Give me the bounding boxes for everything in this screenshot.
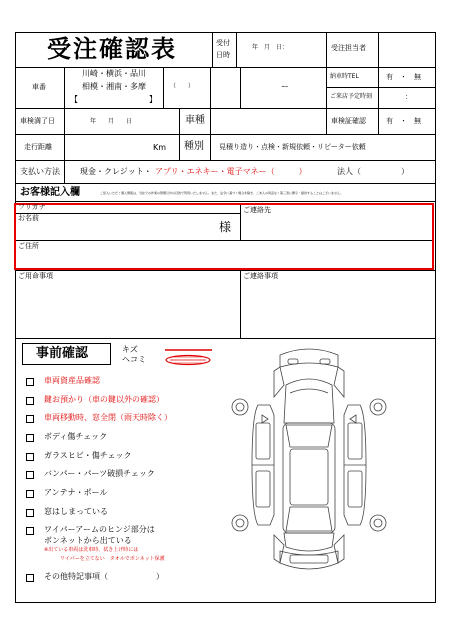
name-field[interactable] [60,214,215,239]
check-item-body: ボディ傷チェック [44,432,108,441]
inspection-label: 車検満了日 [20,117,55,125]
precheck-title-box [22,343,111,365]
customer-section-title: お客様記入欄 [20,187,80,198]
address-field[interactable] [50,243,428,267]
inspection-date-field[interactable]: 年 月 日 [90,118,133,125]
plate-class-field[interactable]: （ ） [170,83,195,90]
cert-yes-no[interactable]: 有 ・ 無 [386,117,421,125]
check-item-keys: 鍵お預かり（車の鍵以外の確認） [44,395,164,404]
notices-field[interactable] [243,283,431,335]
payment-corporate[interactable]: 法人（ ） [337,167,409,176]
checkbox-other[interactable] [26,574,34,582]
payment-options-epay[interactable]: アプリ・エネキー・電子マネー（ ） [155,167,307,176]
model-label: 車種 [185,115,205,126]
plate-number-dash: ー [281,82,289,91]
checkbox-antenna[interactable] [26,490,34,498]
checkbox-assets[interactable] [26,378,34,386]
check-item-assets: 車両資産品確認 [44,376,100,385]
legend-kizu: キズ [122,345,138,354]
payment-label: 支払い方法 [20,167,60,176]
check-item-bumper: バンパー・パーツ破損チェック [44,469,155,478]
check-item-windows: 車両移動時、窓全閉（雨天時除く） [44,413,172,422]
precheck-title: 事前確認 [36,346,89,361]
requests-label: ご用命事項 [18,272,53,280]
checkbox-bumper[interactable] [26,471,34,479]
uketsuke-label: 受付 [216,39,230,47]
contact-label: ご連絡先 [243,206,271,214]
address-label: ご住所 [18,242,39,250]
notices-label: ご連絡事項 [243,272,278,280]
contact-field[interactable] [243,216,429,238]
checkbox-window-closed[interactable] [26,509,34,517]
delivery-tel-yes-no[interactable]: 有 ・ 無 [386,73,421,81]
checkbox-body[interactable] [26,434,34,442]
check-item-window-closed: 窓はしまっている [44,507,108,516]
furigana-label: フリガナ [18,203,46,211]
check-item-antenna: アンテナ・ポール [44,488,108,497]
legend-marks [160,344,220,368]
checkbox-glass[interactable] [26,453,34,461]
privacy-note: ご記入いただく個人情報は、当社での作業の管理以外の目的で利用いたしません。また、法令に基づく場合を除き、ご本人の同意なく第三者に開示・提供することはございません。 [100,191,344,195]
visit-time-field[interactable]: ： [405,93,412,101]
type-label: 種別 [184,141,204,152]
payment-options[interactable]: 現金・クレジット・ [80,167,152,176]
checkbox-wiper[interactable] [26,527,34,535]
staff-label: 受注担当者 [331,44,366,52]
requests-field[interactable] [18,283,236,335]
date-field[interactable]: 年 月 日： [252,44,289,51]
checkbox-windows[interactable] [26,415,34,423]
mileage-label: 走行距離 [24,143,52,151]
check-item-wiper: ワイパーアームのヒンジ部分は [44,525,155,534]
car-damage-diagram[interactable] [228,345,390,585]
wiper-note: ※出ている車両は洗車時、拭き上げ時には [44,547,139,553]
name-label: お名前 [18,214,39,222]
check-item-other: その他特記事項（ ） [44,572,164,581]
sama-label: 様 [219,220,232,234]
plate-label: 車番 [32,83,46,91]
legend-hekomi: ヘコミ [122,355,146,364]
check-item-glass: ガラスヒビ・傷チェック [44,451,132,460]
checkbox-keys[interactable] [26,397,34,405]
form-title: 受注確認表 [47,35,177,63]
type-options[interactable]: 見積り造り・点検・新規依頼・リピーター依頼 [219,143,366,151]
